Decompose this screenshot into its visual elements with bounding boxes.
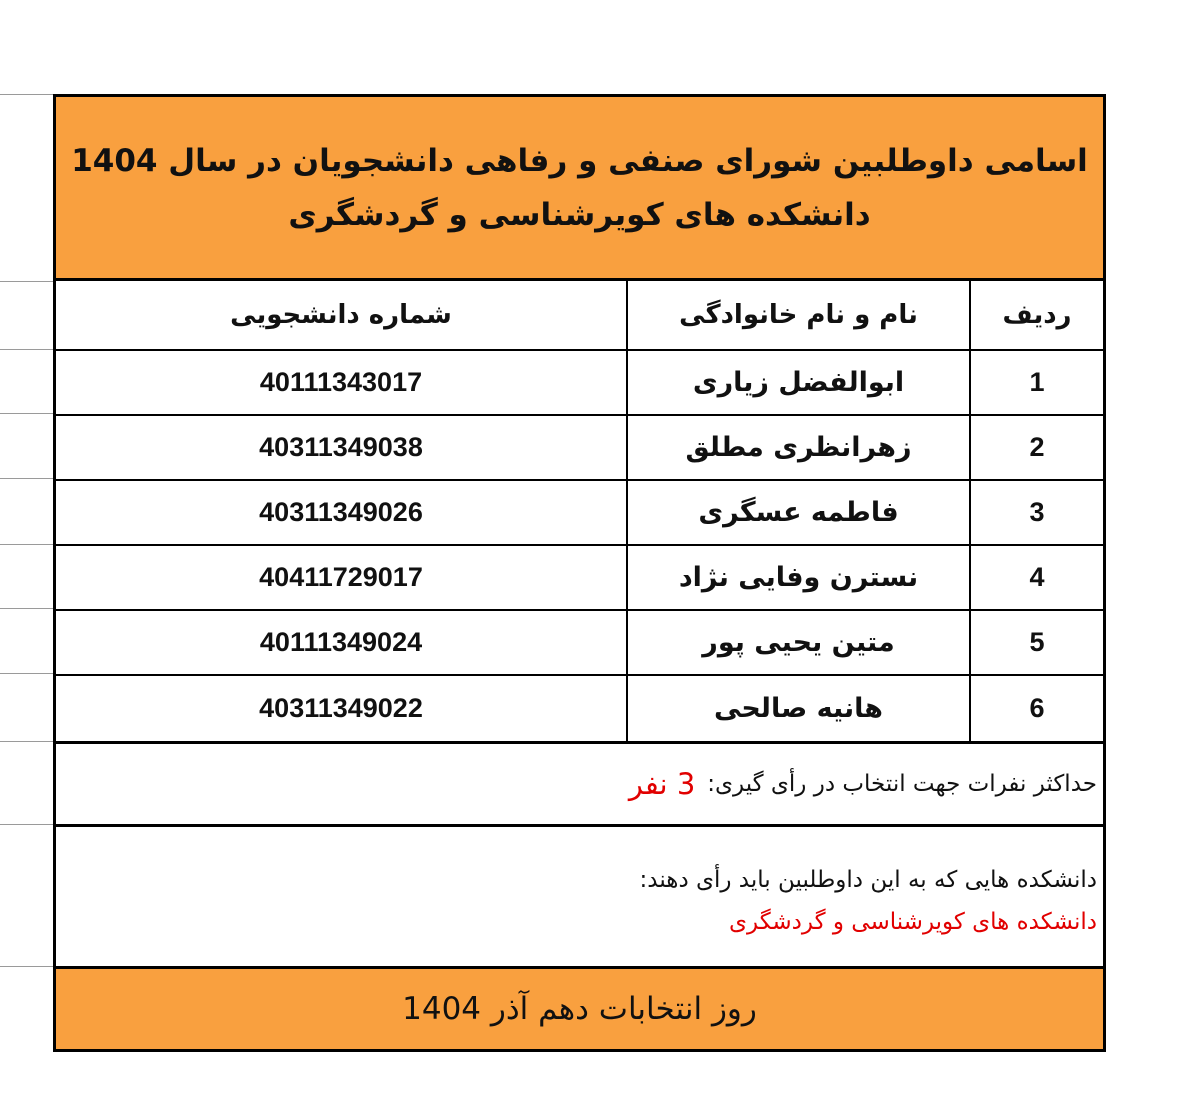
margin-rule bbox=[0, 281, 54, 282]
table-row bbox=[56, 676, 1103, 744]
margin-rule bbox=[0, 608, 54, 609]
column-headers bbox=[56, 281, 1103, 351]
margin-rule bbox=[0, 544, 54, 545]
row-number: 2 bbox=[969, 416, 1103, 479]
row-number: 3 bbox=[969, 481, 1103, 544]
header-subtitle: دانشکده های کویرشناسی و گردشگری bbox=[288, 196, 871, 233]
margin-rule bbox=[0, 741, 54, 742]
max-selection-count: 3 نفر bbox=[628, 767, 696, 801]
table-row bbox=[56, 416, 1103, 481]
margin-rule bbox=[0, 824, 54, 825]
row-number: 1 bbox=[969, 351, 1103, 414]
student-id: 40411729017 bbox=[259, 562, 423, 592]
election-date: روز انتخابات دهم آذر 1404 bbox=[402, 991, 757, 1027]
candidate-name: زهرانظری مطلق bbox=[626, 416, 969, 479]
table-row bbox=[56, 611, 1103, 676]
student-id: 40311349026 bbox=[259, 497, 423, 527]
table-row bbox=[56, 481, 1103, 546]
student-id: 40311349038 bbox=[259, 432, 423, 462]
table-header bbox=[56, 97, 1103, 281]
candidates-table bbox=[53, 94, 1106, 1052]
candidate-name: هانیه صالحی bbox=[626, 676, 969, 741]
column-header-id: شماره دانشجویی bbox=[230, 300, 452, 330]
candidate-name: ابوالفضل زیاری bbox=[626, 351, 969, 414]
margin-rule bbox=[0, 478, 54, 479]
max-selection-label: حداکثر نفرات جهت انتخاب در رأی گیری: bbox=[707, 771, 1097, 797]
student-id: 40111349024 bbox=[259, 627, 423, 657]
margin-rule bbox=[0, 349, 54, 350]
student-id: 40311349022 bbox=[259, 693, 423, 723]
column-header-row: ردیف bbox=[969, 281, 1103, 349]
student-id: 40111343017 bbox=[259, 367, 423, 397]
column-header-name: نام و نام خانوادگی bbox=[626, 281, 969, 349]
row-number: 4 bbox=[969, 546, 1103, 609]
eligible-faculties-label: دانشکده هایی که به این داوطلبین باید رأی دهند: bbox=[639, 867, 1097, 893]
table-row bbox=[56, 351, 1103, 416]
margin-rule bbox=[0, 413, 54, 414]
header-title: اسامی داوطلبین شورای صنفی و رفاهی دانشجویان در سال 1404 bbox=[71, 142, 1088, 179]
eligible-faculties-value: دانشکده های کویرشناسی و گردشگری bbox=[729, 909, 1097, 935]
eligible-faculties-note bbox=[56, 827, 1103, 969]
row-number: 5 bbox=[969, 611, 1103, 674]
table-row bbox=[56, 546, 1103, 611]
margin-rule bbox=[0, 966, 54, 967]
candidate-name: متین یحیی پور bbox=[626, 611, 969, 674]
row-number: 6 bbox=[969, 676, 1103, 741]
election-date-footer bbox=[56, 969, 1103, 1049]
margin-rule bbox=[0, 673, 54, 674]
max-selection-note bbox=[56, 744, 1103, 827]
margin-rule bbox=[0, 94, 54, 95]
candidate-name: فاطمه عسگری bbox=[626, 481, 969, 544]
candidate-name: نسترن وفایی نژاد bbox=[626, 546, 969, 609]
